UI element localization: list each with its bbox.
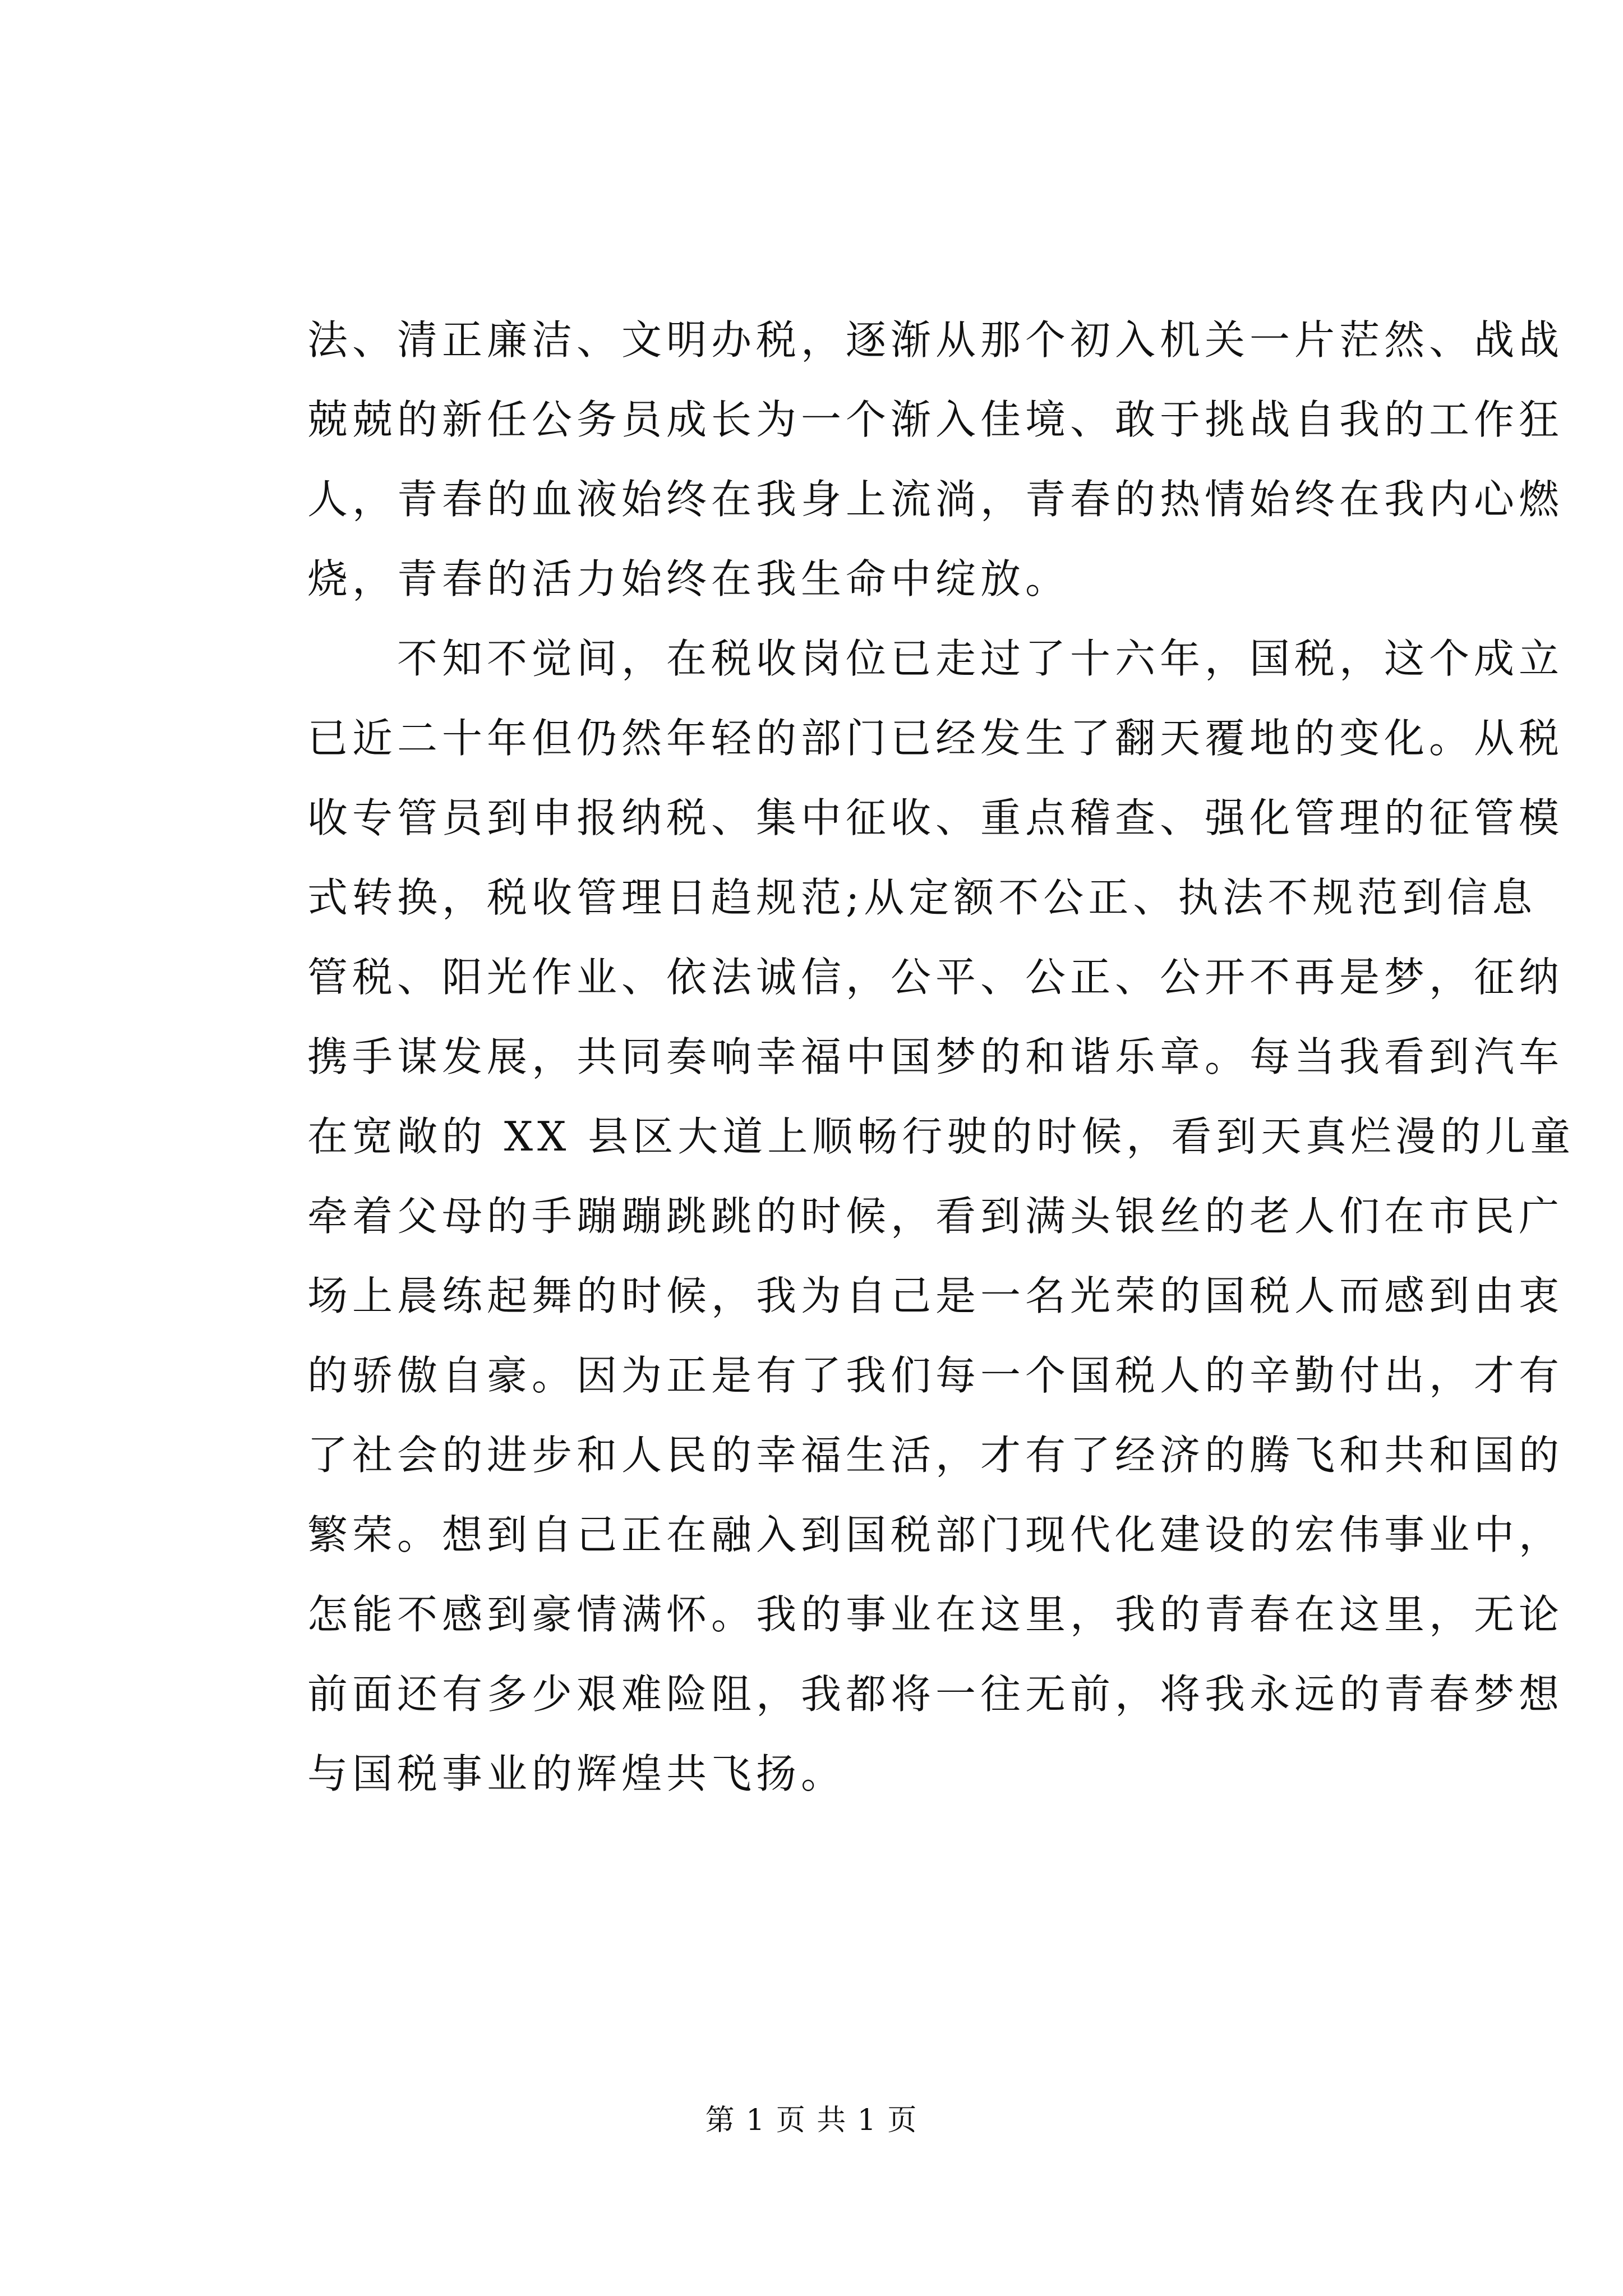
text-line: 场上晨练起舞的时候，我为自己是一名光荣的国税人而感到由衷 <box>307 1272 1564 1319</box>
text-line: 已近二十年但仍然年轻的部门已经发生了翻天覆地的变化。从税 <box>307 715 1564 762</box>
text-line: 的骄傲自豪。因为正是有了我们每一个国税人的辛勤付出，才有 <box>307 1352 1564 1399</box>
text-line: 牵着父母的手蹦蹦跳跳的时候，看到满头银丝的老人们在市民广 <box>307 1193 1564 1240</box>
page-footer: 第 1 页 共 1 页 <box>705 2104 918 2137</box>
text-line: 与国税事业的辉煌共飞扬。 <box>307 1750 846 1797</box>
text-line: 在宽敞的 XX 县区大道上顺畅行驶的时候，看到天真烂漫的儿童 <box>307 1113 1575 1160</box>
text-line: 了社会的进步和人民的幸福生活，才有了经济的腾飞和共和国的 <box>307 1432 1564 1479</box>
text-line: 繁荣。想到自己正在融入到国税部门现代化建设的宏伟事业中， <box>307 1511 1564 1558</box>
text-line: 烧，青春的活力始终在我生命中绽放。 <box>307 555 1071 602</box>
text-line: 怎能不感到豪情满怀。我的事业在这里，我的青春在这里，无论 <box>307 1591 1564 1638</box>
text-line: 收专管员到申报纳税、集中征收、重点稽查、强化管理的征管模 <box>307 794 1564 841</box>
text-line: 式转换，税收管理日趋规范;从定额不公正、执法不规范到信息 <box>307 874 1537 921</box>
text-line: 兢兢的新任公务员成长为一个渐入佳境、敢于挑战自我的工作狂 <box>307 396 1564 443</box>
body-text <box>307 300 1575 1814</box>
text-line: 前面还有多少艰难险阻，我都将一往无前，将我永远的青春梦想 <box>307 1671 1564 1718</box>
text-line: 不知不觉间，在税收岗位已走过了十六年，国税，这个成立 <box>307 635 1564 682</box>
text-line: 管税、阳光作业、依法诚信，公平、公正、公开不再是梦，征纳 <box>307 954 1564 1001</box>
text-line: 人，青春的血液始终在我身上流淌，青春的热情始终在我内心燃 <box>307 476 1564 523</box>
text-line: 携手谋发展，共同奏响幸福中国梦的和谐乐章。每当我看到汽车 <box>307 1033 1564 1080</box>
text-line: 法、清正廉洁、文明办税，逐渐从那个初入机关一片茫然、战战 <box>307 316 1564 364</box>
